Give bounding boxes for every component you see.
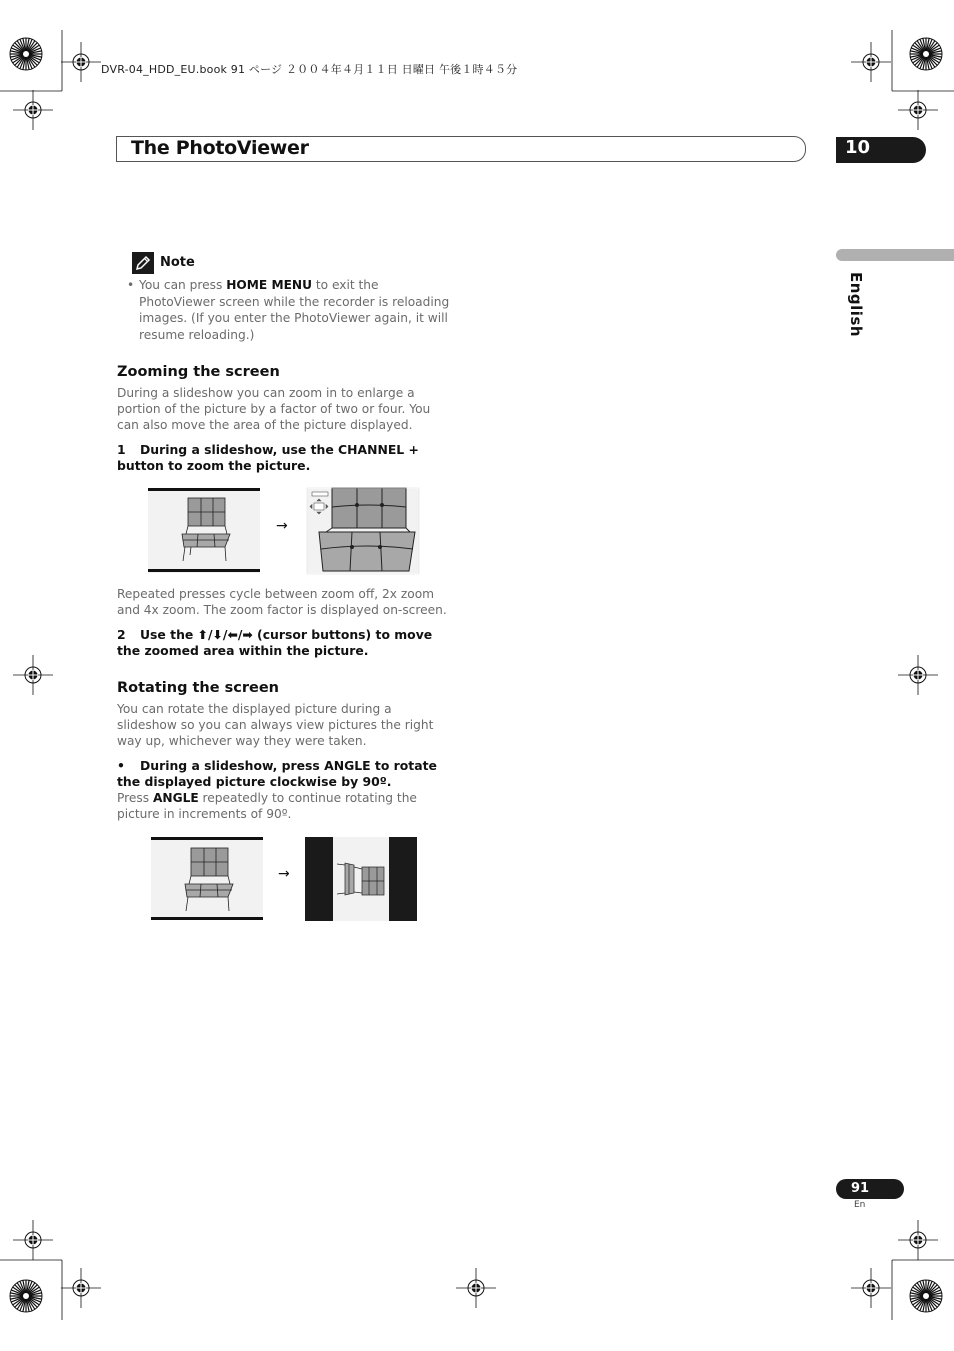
press-before: Press xyxy=(117,791,153,805)
zoom-after-text: Repeated presses cycle between zoom off, 2x zoom and 4x zoom. The zoom factor is displayed on-screen. xyxy=(117,587,447,617)
zoom-step-2 xyxy=(117,627,457,659)
chapter-number: 10 xyxy=(845,137,871,158)
rotate-illustration xyxy=(149,836,421,924)
step-number: 2 xyxy=(117,627,126,642)
step2-after: (cursor buttons) to move the zoomed area within the picture. xyxy=(117,627,433,658)
step2-before: Use the xyxy=(140,627,198,642)
zoom-arrow: → xyxy=(276,518,288,534)
page-language: En xyxy=(854,1200,866,1210)
book-info-line: DVR-04_HDD_EU.book 91 ページ ２００４年４月１１日 日曜日 午後１時４５分 xyxy=(101,63,518,76)
chapter-title: The PhotoViewer xyxy=(131,137,309,159)
note-label: Note xyxy=(160,255,195,270)
zoom-heading: Zooming the screen xyxy=(117,364,280,380)
rotate-press-text xyxy=(117,790,452,822)
rotate-heading: Rotating the screen xyxy=(117,680,279,696)
zoom-illustration xyxy=(147,487,422,575)
bullet-mark: • xyxy=(117,758,125,773)
language-label: English xyxy=(847,272,865,338)
note-text-before: You can press xyxy=(139,278,227,292)
note-key: HOME MENU xyxy=(226,278,313,292)
rotate-intro: You can rotate the displayed picture during a slideshow so you can always view pictures the right way up, whichever way they were taken. xyxy=(117,702,434,748)
press-after: repeatedly to continue rotating the picture in increments of 90º. xyxy=(117,791,417,821)
press-key: ANGLE xyxy=(152,791,199,805)
rotate-bullet xyxy=(117,758,457,790)
rotate-bullet-text: During a slideshow, press ANGLE to rotate the displayed picture clockwise by 90º. xyxy=(117,758,437,789)
page-number-badge xyxy=(836,1179,904,1199)
zoom-intro: During a slideshow you can zoom in to enlarge a portion of the picture by a factor of two or four. You can also move the area of the picture displayed. xyxy=(117,386,431,432)
note-item xyxy=(127,277,457,343)
step-number: 1 xyxy=(117,442,126,457)
rotate-arrow: → xyxy=(278,866,290,882)
note-text-after: to exit the PhotoViewer screen while the recorder is reloading images. (If you enter the PhotoViewer again, it will resume reloading.) xyxy=(139,278,450,342)
pencil-note-icon xyxy=(132,252,154,274)
language-tab xyxy=(836,249,954,261)
cursor-arrows-icon: ⬆/⬇/⬅/➡ xyxy=(197,627,253,642)
zoom-step-1 xyxy=(117,442,457,474)
step-text: During a slideshow, use the CHANNEL + button to zoom the picture. xyxy=(117,442,419,473)
bullet-mark: • xyxy=(127,278,135,292)
page-number: 91 xyxy=(851,1181,870,1196)
